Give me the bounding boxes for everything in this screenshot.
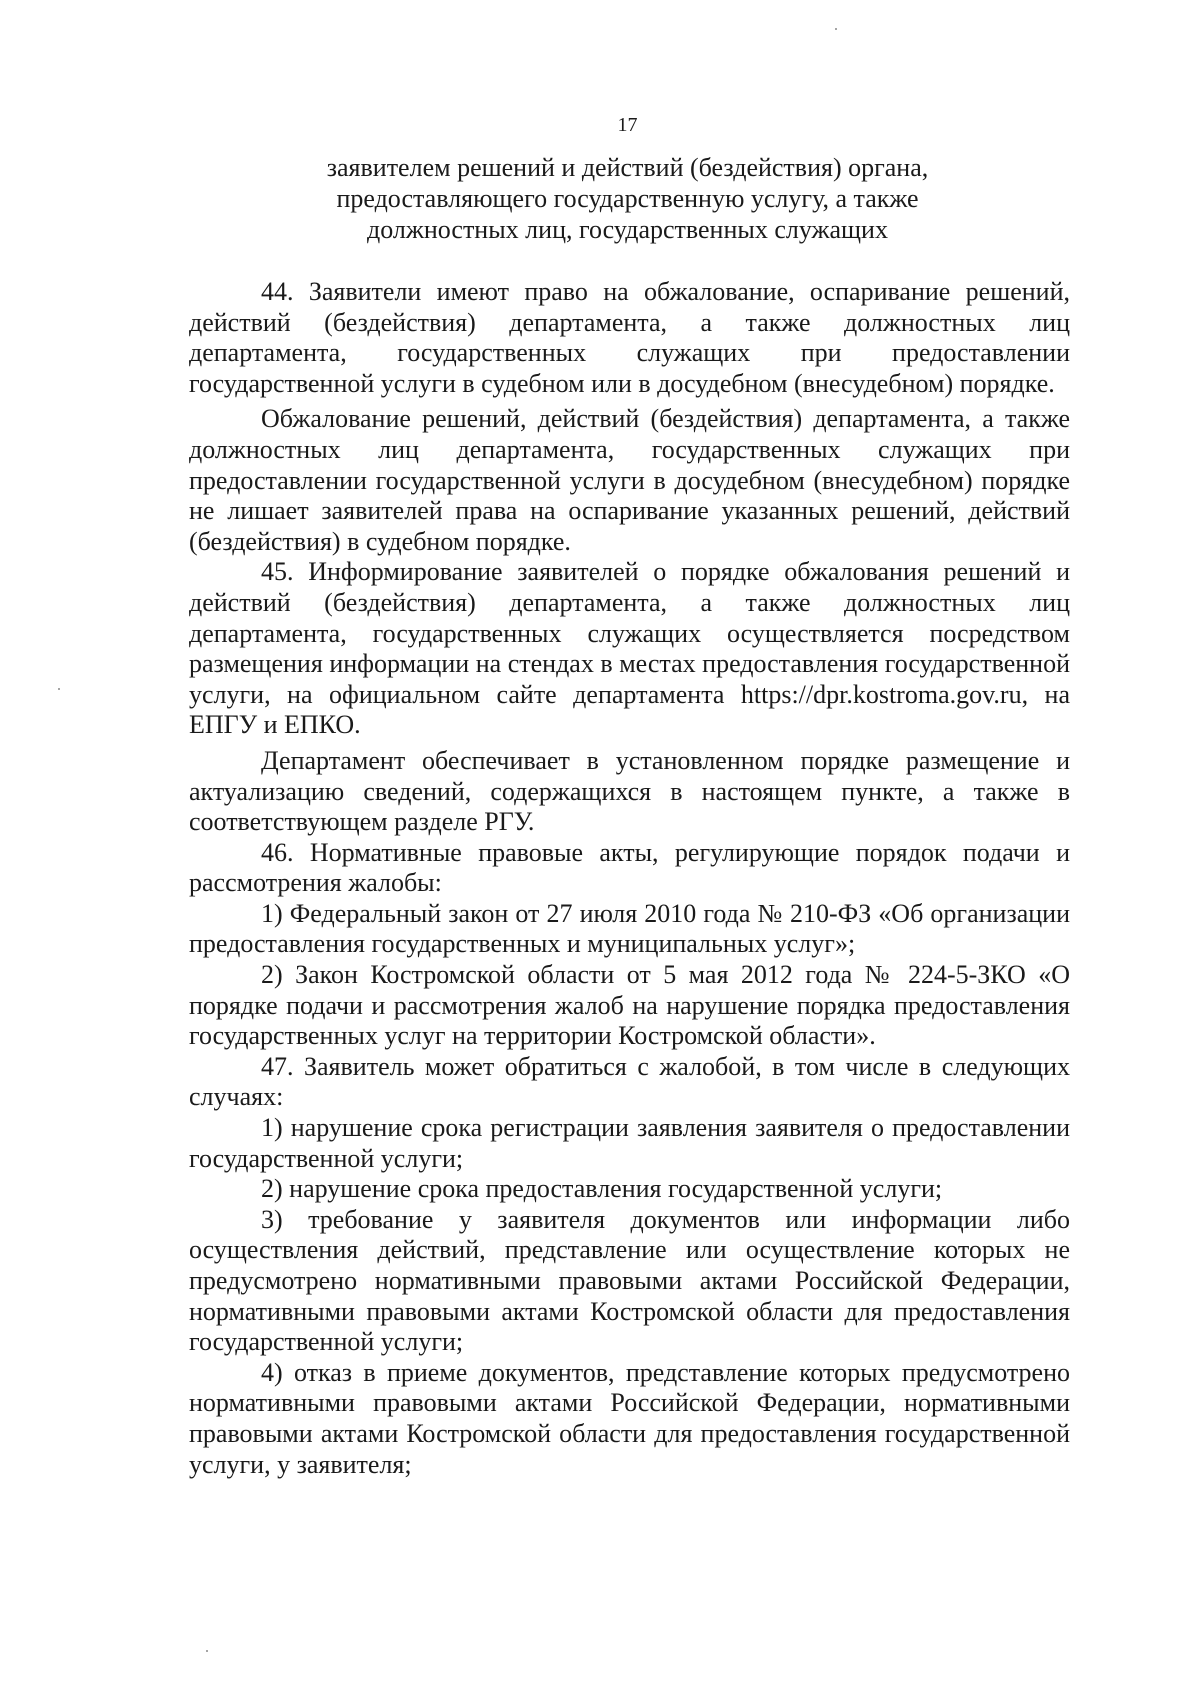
list-item-case-1: 1) нарушение срока регистрации заявления заявителя о предоставлении государственной услуги; — [189, 1113, 1070, 1173]
list-item-case-2: 2) нарушение срока предоставления государственной услуги; — [261, 1174, 943, 1204]
paragraph-appeal-procedure: Обжалование решений, действий (бездействия) департамента, а также должностных лиц департамента, государственных служащих при предоставлении государственной услуги в досудебном (внесудебном) порядке не лишает заявителей права на оспаривание указанных решений, действий (бездействия) в судебном порядке. — [189, 404, 1070, 556]
paragraph-department-duty: Департамент обеспечивает в установленном порядке размещение и актуализацию сведений, содержащихся в настоящем пункте, а также в соответствующем разделе РГУ. — [189, 745, 1070, 837]
scan-speck — [58, 688, 60, 690]
list-item-law-224: 2) Закон Костромской области от 5 мая 2012 года № 224-5-ЗКО «О порядке подачи и рассмотрения жалоб на нарушение порядка предоставления государственных услуг на территории Костромской области». — [189, 960, 1070, 1051]
paragraph-44: 44. Заявители имеют право на обжалование, оспаривание решений, действий (бездействия) департамента, а также должностных лиц департамента, государственных служащих при предоставлении государственной услуги в судебном или в досудебном (внесудебном) порядке. — [189, 277, 1070, 398]
section-heading — [185, 152, 1070, 245]
paragraph-45: 45. Информирование заявителей о порядке обжалования решений и действий (бездействия) департамента, а также должностных лиц департамента, государственных служащих осуществляется посредством размещения информации на стендах в местах предоставления государственной услуги, на официальном сайте департамента https://dpr.kostroma.gov.ru, на ЕПГУ и ЕПКО. — [189, 557, 1070, 740]
heading-line: должностных лиц, государственных служащих — [367, 215, 888, 244]
heading-line: предоставляющего государственную услугу, а также — [336, 184, 919, 213]
list-item-law-210: 1) Федеральный закон от 27 июля 2010 года № 210-ФЗ «Об организации предоставления государственных и муниципальных услуг»; — [189, 898, 1070, 959]
list-item-case-4: 4) отказ в приеме документов, представление которых предусмотрено нормативными правовыми актами Российской Федерации, нормативными правовыми актами Костромской области для предоставления государственной услуги, у заявителя; — [189, 1357, 1070, 1479]
paragraph-47: 47. Заявитель может обратиться с жалобой, в том числе в следующих случаях: — [189, 1051, 1070, 1112]
heading-line: заявителем решений и действий (бездействия) органа, — [326, 153, 929, 182]
list-item-case-3: 3) требование у заявителя документов или информации либо осуществления действий, представление или осуществление которых не предусмотрено нормативными правовыми актами Российской Федерации, нормативными правовыми актами Костромской области для предоставления государственной услуги; — [189, 1204, 1070, 1357]
scan-speck — [206, 1650, 208, 1652]
document-body — [189, 277, 1070, 1480]
scan-speck — [835, 28, 837, 30]
page-number: 17 — [617, 114, 638, 136]
paragraph-46: 46. Нормативные правовые акты, регулирующие порядок подачи и рассмотрения жалобы: — [189, 837, 1070, 898]
